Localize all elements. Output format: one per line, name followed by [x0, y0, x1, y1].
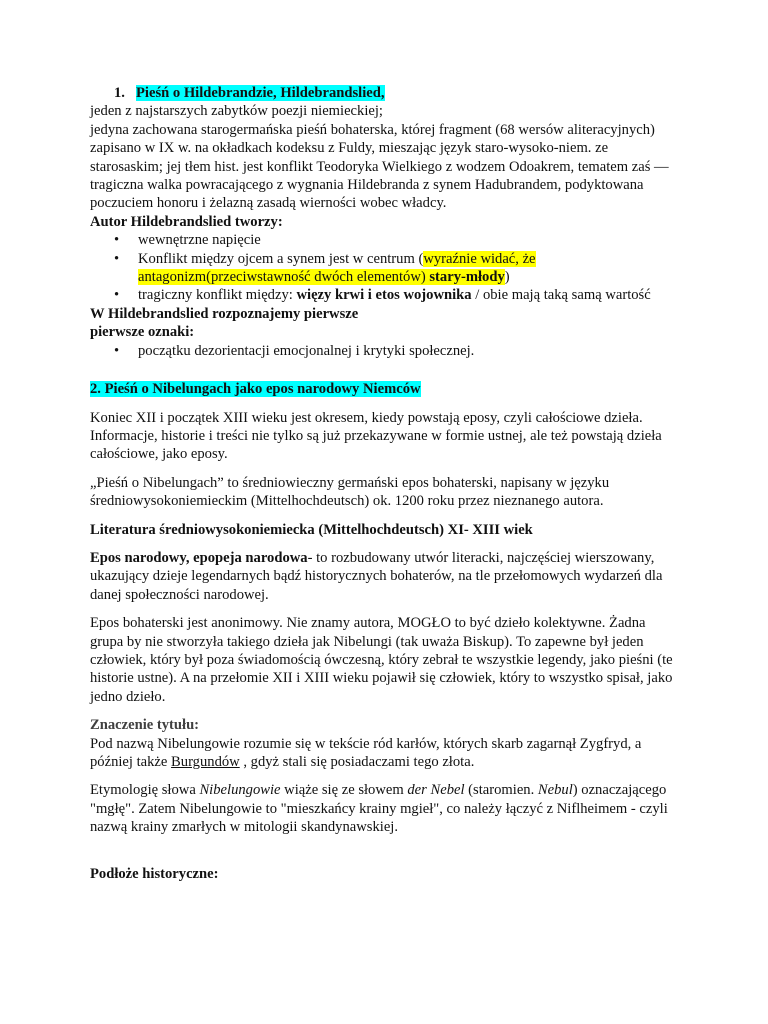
autor-heading: Autor Hildebrandslied tworzy:: [90, 213, 283, 230]
list-item: [90, 250, 680, 287]
section1-intro-line: jeden z najstarszych zabytków poezji niemieckiej;: [90, 103, 383, 120]
recognize-heading-2: pierwsze oznaki:: [90, 324, 195, 341]
epos-definition: - to rozbudowany utwór literacki, najczęściej wierszowany, ukazujący dzieje legendarnych bądź historycznych bohaterów, na tle przełomowych wydarzeń dla danej społeczności narodowej.: [90, 549, 663, 603]
znaczenie-heading: Znaczenie tytułu:: [90, 717, 200, 734]
list-item: [90, 286, 680, 304]
section2-title: 2. Pieśń o Nibelungach jako epos narodowy Niemców: [90, 381, 421, 398]
burgundow-link[interactable]: Burgundów: [171, 754, 240, 770]
bullet-text: początku dezorientacji emocjonalnej i krytyki społecznej.: [138, 342, 475, 359]
recognize-bullet-list: [90, 342, 680, 360]
bullet-text: ): [504, 269, 510, 286]
section1-heading: [90, 84, 680, 102]
epos-bohaterski-paragraph: Epos bohaterski jest anonimowy. Nie znamy autora, MOGŁO to być dzieło kolektywne. Żadna grupa by nie stworzyła takiego dzieła jak Nibelungi (tak uważa Biskup). To zapewne był jeden człowiek, który był poza świadomością ówczesną, który zebrał te wszystkie legendy, jako pieśni (te historie ustne). A na przełomie XII i XIII wieku pojawił się człowiek, który to wszystko spisał, jako jedno dzieło.: [90, 615, 673, 705]
etym-text: ) oznaczającego "mgłę". Zatem Nibelungowie to "mieszkańcy krainy mgieł", co należy łączyć z Niflheimem - czyli nazwą krainy zmarłych w mitologii skandynawskiej.: [90, 782, 668, 836]
recognize-heading: W Hildebrandslied rozpoznajemy pierwsze: [90, 305, 359, 322]
bold-text: więzy krwi i etos wojownika: [296, 287, 472, 304]
section2-paragraph-1: Koniec XII i początek XIII wieku jest okresem, kiedy powstają eposy, czyli całościowe dzieła. Informacje, historie i treści nie tylko są już przekazywane w formie ustnej, ale też powstają dzieła całościowe, jako eposy.: [90, 409, 662, 463]
autor-bullet-list: [90, 231, 680, 305]
etym-text: wiąże się ze słowem: [280, 782, 408, 799]
etymologia-paragraph: [90, 781, 680, 836]
section1-paragraph: jedyna zachowana starogermańska pieśń bohaterska, której fragment (68 wersów aliteracyjnych) zapisano w IX w. na okładkach kodeksu z Fuldy, mieszając język staro-wysoko-niem. ze starosaskim; jej tłem hist. jest konflikt Teodoryka Wielkiego z wodzem Odoakrem, tematem zaś — tragiczna walka powracającego z wygnania Hildebranda z synem Hadubrandem, podyktowana poczuciem honoru i żelazną zasadą wierności wobec władcy.: [90, 121, 669, 212]
epos-term: Epos narodowy, epopeja narodowa: [90, 549, 308, 566]
section2-heading: [90, 380, 680, 398]
bullet-text: / obie mają taką samą wartość: [471, 287, 651, 304]
bullet-icon: •: [114, 250, 120, 267]
literatura-heading: Literatura średniowysokoniemiecka (Mittelhochdeutsch) XI- XIII wiek: [90, 521, 533, 538]
highlighted-bold-text: stary-młody: [429, 269, 505, 286]
bullet-icon: •: [114, 342, 120, 359]
etym-text: (staromien.: [464, 782, 538, 799]
list-item: [90, 342, 680, 360]
znaczenie-text-end: , gdyż stali się posiadaczami tego złota.: [239, 754, 475, 770]
podloze-heading: Podłoże historyczne:: [90, 865, 219, 882]
document-page: [90, 84, 680, 883]
bullet-icon: •: [114, 232, 120, 249]
etym-text: Etymologię słowa: [90, 782, 200, 799]
highlighted-text: wyraźnie widać, że antagonizm(przeciwstawność dwóch elementów): [138, 250, 536, 286]
znaczenie-paragraph: [90, 735, 680, 772]
znaczenie-text: Pod nazwą Nibelungowie rozumie się w tekście ród karłów, których skarb zagarnął Zygfryd, a później także: [90, 735, 642, 770]
bullet-text: wewnętrzne napięcie: [138, 232, 261, 249]
etym-italic: Nibelungowie: [199, 782, 281, 799]
bullet-text: Konflikt między ojcem a synem jest w centrum (: [138, 250, 424, 267]
bullet-icon: •: [114, 287, 120, 304]
etym-italic: der Nebel: [407, 782, 465, 799]
heading-number: 1.: [114, 85, 125, 101]
bullet-text: tragiczny konflikt między:: [138, 287, 297, 304]
epos-paragraph: [90, 549, 680, 604]
section2-paragraph-2: „Pieśń o Nibelungach” to średniowieczny germański epos bohaterski, napisany w języku średniowysokoniemieckim (Mittelhochdeutsch) ok. 1200 roku przez nieznanego autora.: [90, 474, 610, 510]
list-item: [90, 231, 680, 249]
section1-title: Pieśń o Hildebrandzie, Hildebrandslied,: [136, 85, 385, 101]
etym-italic: Nebul: [537, 782, 573, 799]
